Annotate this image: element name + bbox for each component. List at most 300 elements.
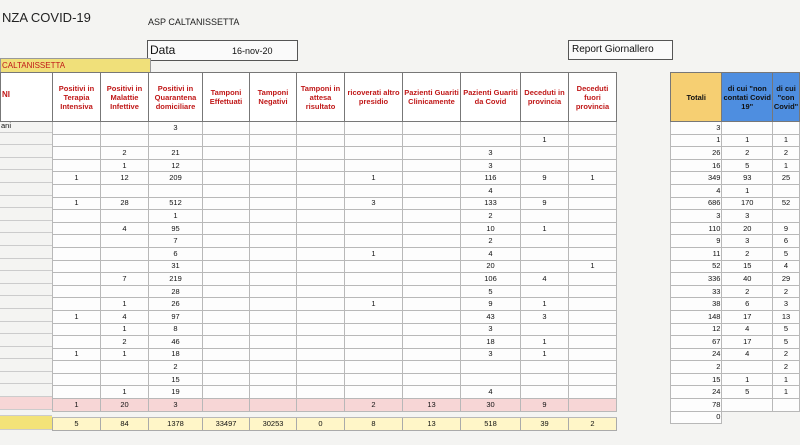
table-cell[interactable]: 10 bbox=[461, 222, 521, 235]
table-cell[interactable] bbox=[521, 147, 569, 160]
table-cell[interactable] bbox=[569, 336, 617, 349]
table-cell[interactable] bbox=[569, 184, 617, 197]
totals-cell[interactable] bbox=[773, 399, 800, 412]
table-cell[interactable]: 1 bbox=[569, 172, 617, 185]
table-cell[interactable]: 28 bbox=[101, 197, 149, 210]
table-cell[interactable] bbox=[403, 386, 461, 399]
table-cell[interactable] bbox=[403, 273, 461, 286]
totals-cell[interactable]: 4 bbox=[773, 260, 800, 273]
table-cell[interactable] bbox=[203, 235, 250, 248]
table-cell[interactable] bbox=[203, 399, 250, 412]
table-cell[interactable]: 20 bbox=[461, 260, 521, 273]
table-cell[interactable] bbox=[101, 285, 149, 298]
table-cell[interactable] bbox=[569, 122, 617, 135]
report-title[interactable]: Report Giornallero bbox=[568, 40, 673, 60]
total-cell[interactable]: 5 bbox=[53, 417, 101, 430]
totals-cell[interactable]: 12 bbox=[671, 323, 722, 336]
table-cell[interactable]: 4 bbox=[101, 310, 149, 323]
table-cell[interactable] bbox=[297, 210, 345, 223]
table-cell[interactable] bbox=[203, 222, 250, 235]
table-cell[interactable] bbox=[250, 134, 297, 147]
table-cell[interactable] bbox=[53, 235, 101, 248]
table-cell[interactable] bbox=[403, 172, 461, 185]
column-header[interactable]: Deceduti fuori provincia bbox=[569, 73, 617, 122]
table-cell[interactable] bbox=[521, 323, 569, 336]
table-cell[interactable] bbox=[345, 134, 403, 147]
table-cell[interactable]: 12 bbox=[149, 159, 203, 172]
table-cell[interactable] bbox=[403, 159, 461, 172]
table-cell[interactable] bbox=[203, 273, 250, 286]
table-cell[interactable] bbox=[53, 285, 101, 298]
table-cell[interactable] bbox=[461, 373, 521, 386]
table-cell[interactable] bbox=[569, 348, 617, 361]
totals-cell[interactable] bbox=[722, 411, 773, 424]
table-cell[interactable] bbox=[345, 222, 403, 235]
column-header[interactable]: Tamponi Effettuati bbox=[203, 73, 250, 122]
table-cell[interactable] bbox=[250, 310, 297, 323]
total-cell[interactable]: 39 bbox=[521, 417, 569, 430]
table-cell[interactable] bbox=[203, 260, 250, 273]
table-cell[interactable]: 1 bbox=[53, 197, 101, 210]
table-cell[interactable] bbox=[250, 260, 297, 273]
table-cell[interactable] bbox=[403, 323, 461, 336]
totals-cell[interactable]: 13 bbox=[773, 310, 800, 323]
table-cell[interactable] bbox=[297, 336, 345, 349]
total-cell[interactable]: 518 bbox=[461, 417, 521, 430]
table-cell[interactable]: 9 bbox=[521, 399, 569, 412]
table-cell[interactable] bbox=[297, 298, 345, 311]
table-cell[interactable] bbox=[297, 285, 345, 298]
table-cell[interactable] bbox=[149, 134, 203, 147]
table-cell[interactable] bbox=[521, 373, 569, 386]
table-cell[interactable] bbox=[569, 399, 617, 412]
table-cell[interactable] bbox=[53, 373, 101, 386]
table-cell[interactable] bbox=[297, 348, 345, 361]
table-cell[interactable] bbox=[297, 172, 345, 185]
comuni-header[interactable] bbox=[0, 72, 54, 122]
totals-cell[interactable] bbox=[773, 411, 800, 424]
table-cell[interactable] bbox=[297, 197, 345, 210]
table-cell[interactable] bbox=[203, 210, 250, 223]
table-cell[interactable]: 1 bbox=[521, 348, 569, 361]
table-cell[interactable]: 18 bbox=[461, 336, 521, 349]
totals-cell[interactable]: 3 bbox=[722, 235, 773, 248]
table-cell[interactable] bbox=[250, 210, 297, 223]
table-cell[interactable] bbox=[250, 222, 297, 235]
table-cell[interactable]: 1 bbox=[521, 298, 569, 311]
totals-cell[interactable]: 4 bbox=[722, 323, 773, 336]
totals-cell[interactable]: 67 bbox=[671, 336, 722, 349]
table-cell[interactable] bbox=[203, 172, 250, 185]
totals-cell[interactable]: 11 bbox=[671, 247, 722, 260]
table-cell[interactable] bbox=[345, 323, 403, 336]
totals-header[interactable]: di cui "non contati Covid 19" bbox=[722, 73, 773, 122]
table-cell[interactable]: 1 bbox=[521, 222, 569, 235]
table-cell[interactable] bbox=[250, 386, 297, 399]
table-cell[interactable] bbox=[250, 172, 297, 185]
totals-cell[interactable]: 686 bbox=[671, 197, 722, 210]
table-cell[interactable] bbox=[53, 122, 101, 135]
table-cell[interactable] bbox=[203, 298, 250, 311]
totals-cell[interactable]: 1 bbox=[722, 184, 773, 197]
table-cell[interactable] bbox=[403, 260, 461, 273]
table-cell[interactable]: 43 bbox=[461, 310, 521, 323]
table-cell[interactable]: 3 bbox=[345, 197, 403, 210]
table-cell[interactable] bbox=[250, 184, 297, 197]
totals-cell[interactable]: 93 bbox=[722, 172, 773, 185]
totals-cell[interactable]: 2 bbox=[722, 147, 773, 160]
table-cell[interactable] bbox=[521, 260, 569, 273]
table-cell[interactable]: 2 bbox=[461, 210, 521, 223]
table-cell[interactable] bbox=[297, 361, 345, 374]
table-cell[interactable] bbox=[297, 399, 345, 412]
table-cell[interactable] bbox=[403, 298, 461, 311]
table-cell[interactable] bbox=[101, 373, 149, 386]
table-cell[interactable] bbox=[53, 147, 101, 160]
table-cell[interactable] bbox=[203, 247, 250, 260]
table-cell[interactable] bbox=[297, 323, 345, 336]
totals-cell[interactable]: 6 bbox=[773, 235, 800, 248]
totals-cell[interactable]: 3 bbox=[773, 298, 800, 311]
totals-cell[interactable]: 78 bbox=[671, 399, 722, 412]
table-cell[interactable] bbox=[101, 184, 149, 197]
table-cell[interactable] bbox=[569, 373, 617, 386]
totals-cell[interactable]: 1 bbox=[773, 373, 800, 386]
table-cell[interactable] bbox=[53, 247, 101, 260]
table-cell[interactable] bbox=[297, 122, 345, 135]
totals-cell[interactable]: 1 bbox=[722, 134, 773, 147]
totals-cell[interactable]: 2 bbox=[671, 361, 722, 374]
table-cell[interactable]: 1 bbox=[521, 336, 569, 349]
totals-cell[interactable]: 5 bbox=[773, 336, 800, 349]
table-cell[interactable] bbox=[569, 235, 617, 248]
table-cell[interactable]: 19 bbox=[149, 386, 203, 399]
table-cell[interactable]: 5 bbox=[461, 285, 521, 298]
totals-cell[interactable]: 2 bbox=[722, 285, 773, 298]
table-cell[interactable] bbox=[297, 273, 345, 286]
table-cell[interactable]: 1 bbox=[53, 348, 101, 361]
table-cell[interactable] bbox=[569, 361, 617, 374]
totals-cell[interactable]: 52 bbox=[773, 197, 800, 210]
table-cell[interactable]: 3 bbox=[461, 323, 521, 336]
table-cell[interactable]: 95 bbox=[149, 222, 203, 235]
table-cell[interactable]: 1 bbox=[101, 386, 149, 399]
total-cell[interactable]: 8 bbox=[345, 417, 403, 430]
totals-cell[interactable]: 20 bbox=[722, 222, 773, 235]
table-cell[interactable] bbox=[53, 159, 101, 172]
table-cell[interactable] bbox=[403, 235, 461, 248]
totals-cell[interactable]: 52 bbox=[671, 260, 722, 273]
table-cell[interactable] bbox=[569, 285, 617, 298]
table-cell[interactable] bbox=[569, 273, 617, 286]
totals-cell[interactable]: 5 bbox=[722, 159, 773, 172]
table-cell[interactable] bbox=[250, 247, 297, 260]
totals-cell[interactable]: 17 bbox=[722, 336, 773, 349]
table-cell[interactable]: 1 bbox=[101, 348, 149, 361]
table-cell[interactable] bbox=[461, 122, 521, 135]
table-cell[interactable] bbox=[403, 310, 461, 323]
table-cell[interactable] bbox=[345, 235, 403, 248]
table-cell[interactable] bbox=[53, 386, 101, 399]
table-cell[interactable] bbox=[203, 348, 250, 361]
totals-cell[interactable]: 9 bbox=[773, 222, 800, 235]
totals-cell[interactable]: 1 bbox=[671, 134, 722, 147]
table-cell[interactable] bbox=[297, 373, 345, 386]
totals-cell[interactable]: 15 bbox=[671, 373, 722, 386]
table-cell[interactable] bbox=[53, 273, 101, 286]
table-cell[interactable] bbox=[521, 159, 569, 172]
table-cell[interactable]: 3 bbox=[149, 399, 203, 412]
totals-cell[interactable]: 9 bbox=[671, 235, 722, 248]
table-cell[interactable] bbox=[203, 386, 250, 399]
table-cell[interactable] bbox=[53, 210, 101, 223]
date-box[interactable] bbox=[147, 40, 298, 61]
table-cell[interactable]: 1 bbox=[345, 247, 403, 260]
table-cell[interactable] bbox=[250, 273, 297, 286]
table-cell[interactable] bbox=[297, 159, 345, 172]
totals-cell[interactable]: 1 bbox=[773, 386, 800, 399]
table-cell[interactable] bbox=[345, 184, 403, 197]
table-cell[interactable] bbox=[403, 361, 461, 374]
table-cell[interactable]: 3 bbox=[461, 159, 521, 172]
totals-header[interactable]: di cui "con Covid" bbox=[773, 73, 800, 122]
table-cell[interactable] bbox=[569, 298, 617, 311]
table-cell[interactable] bbox=[403, 373, 461, 386]
totals-cell[interactable]: 2 bbox=[773, 285, 800, 298]
table-cell[interactable] bbox=[403, 197, 461, 210]
table-cell[interactable] bbox=[297, 147, 345, 160]
table-cell[interactable]: 1 bbox=[345, 172, 403, 185]
table-cell[interactable]: 20 bbox=[101, 399, 149, 412]
totals-cell[interactable]: 15 bbox=[722, 260, 773, 273]
totals-cell[interactable]: 5 bbox=[773, 323, 800, 336]
total-cell[interactable]: 0 bbox=[297, 417, 345, 430]
table-cell[interactable] bbox=[250, 122, 297, 135]
column-header[interactable]: Tamponi in attesa risultato bbox=[297, 73, 345, 122]
table-cell[interactable] bbox=[403, 184, 461, 197]
totals-cell[interactable]: 170 bbox=[722, 197, 773, 210]
table-cell[interactable] bbox=[569, 323, 617, 336]
table-cell[interactable] bbox=[203, 184, 250, 197]
table-cell[interactable]: 2 bbox=[149, 361, 203, 374]
table-cell[interactable] bbox=[297, 386, 345, 399]
table-cell[interactable]: 1 bbox=[101, 323, 149, 336]
table-cell[interactable]: 2 bbox=[345, 399, 403, 412]
total-cell[interactable]: 30253 bbox=[250, 417, 297, 430]
table-cell[interactable] bbox=[297, 222, 345, 235]
table-cell[interactable] bbox=[297, 235, 345, 248]
totals-cell[interactable]: 5 bbox=[773, 247, 800, 260]
column-header[interactable]: Deceduti in provincia bbox=[521, 73, 569, 122]
table-cell[interactable] bbox=[569, 134, 617, 147]
totals-cell[interactable]: 2 bbox=[773, 348, 800, 361]
table-cell[interactable]: 7 bbox=[101, 273, 149, 286]
table-cell[interactable]: 1 bbox=[101, 298, 149, 311]
table-cell[interactable] bbox=[403, 147, 461, 160]
table-cell[interactable] bbox=[53, 298, 101, 311]
table-cell[interactable] bbox=[250, 373, 297, 386]
table-cell[interactable]: 3 bbox=[461, 348, 521, 361]
table-cell[interactable] bbox=[403, 247, 461, 260]
table-cell[interactable] bbox=[250, 348, 297, 361]
table-cell[interactable] bbox=[521, 386, 569, 399]
table-cell[interactable]: 106 bbox=[461, 273, 521, 286]
table-cell[interactable]: 1 bbox=[53, 399, 101, 412]
table-cell[interactable] bbox=[53, 260, 101, 273]
table-cell[interactable]: 26 bbox=[149, 298, 203, 311]
table-cell[interactable] bbox=[521, 210, 569, 223]
table-cell[interactable]: 8 bbox=[149, 323, 203, 336]
table-cell[interactable]: 4 bbox=[101, 222, 149, 235]
table-cell[interactable] bbox=[250, 147, 297, 160]
totals-cell[interactable] bbox=[722, 399, 773, 412]
table-cell[interactable]: 4 bbox=[521, 273, 569, 286]
table-cell[interactable]: 1 bbox=[569, 260, 617, 273]
total-cell[interactable]: 84 bbox=[101, 417, 149, 430]
table-cell[interactable]: 209 bbox=[149, 172, 203, 185]
table-cell[interactable]: 3 bbox=[521, 310, 569, 323]
totals-cell[interactable] bbox=[722, 361, 773, 374]
table-cell[interactable] bbox=[203, 122, 250, 135]
table-cell[interactable] bbox=[101, 122, 149, 135]
totals-cell[interactable]: 38 bbox=[671, 298, 722, 311]
table-cell[interactable] bbox=[203, 336, 250, 349]
totals-cell[interactable]: 2 bbox=[773, 147, 800, 160]
table-cell[interactable]: 1 bbox=[53, 172, 101, 185]
table-cell[interactable] bbox=[521, 235, 569, 248]
table-cell[interactable]: 219 bbox=[149, 273, 203, 286]
table-cell[interactable] bbox=[250, 323, 297, 336]
table-cell[interactable] bbox=[203, 323, 250, 336]
table-cell[interactable] bbox=[53, 361, 101, 374]
totals-cell[interactable]: 2 bbox=[773, 361, 800, 374]
table-cell[interactable] bbox=[403, 122, 461, 135]
table-cell[interactable] bbox=[403, 222, 461, 235]
totals-cell[interactable]: 6 bbox=[722, 298, 773, 311]
column-header[interactable]: Tamponi Negativi bbox=[250, 73, 297, 122]
table-cell[interactable] bbox=[250, 399, 297, 412]
table-cell[interactable] bbox=[569, 159, 617, 172]
table-cell[interactable] bbox=[203, 285, 250, 298]
totals-cell[interactable]: 29 bbox=[773, 273, 800, 286]
totals-cell[interactable]: 2 bbox=[722, 247, 773, 260]
table-cell[interactable] bbox=[569, 147, 617, 160]
totals-cell[interactable]: 3 bbox=[671, 122, 722, 135]
table-cell[interactable] bbox=[250, 361, 297, 374]
table-cell[interactable] bbox=[403, 285, 461, 298]
table-cell[interactable] bbox=[203, 197, 250, 210]
table-cell[interactable] bbox=[403, 336, 461, 349]
table-cell[interactable] bbox=[569, 310, 617, 323]
totals-cell[interactable]: 148 bbox=[671, 310, 722, 323]
table-cell[interactable] bbox=[149, 184, 203, 197]
table-cell[interactable] bbox=[345, 273, 403, 286]
totals-header[interactable]: Totali bbox=[671, 73, 722, 122]
table-cell[interactable]: 512 bbox=[149, 197, 203, 210]
totals-cell[interactable]: 349 bbox=[671, 172, 722, 185]
totals-cell[interactable]: 1 bbox=[773, 159, 800, 172]
totals-cell[interactable]: 3 bbox=[722, 210, 773, 223]
table-cell[interactable] bbox=[345, 361, 403, 374]
table-cell[interactable] bbox=[345, 348, 403, 361]
table-cell[interactable] bbox=[203, 310, 250, 323]
table-cell[interactable]: 1 bbox=[521, 134, 569, 147]
table-cell[interactable]: 133 bbox=[461, 197, 521, 210]
table-cell[interactable] bbox=[250, 336, 297, 349]
table-cell[interactable] bbox=[203, 134, 250, 147]
table-cell[interactable] bbox=[569, 386, 617, 399]
table-cell[interactable]: 15 bbox=[149, 373, 203, 386]
column-header[interactable]: ricoverati altro presidio bbox=[345, 73, 403, 122]
table-cell[interactable] bbox=[569, 197, 617, 210]
table-cell[interactable]: 1 bbox=[345, 298, 403, 311]
totals-cell[interactable]: 17 bbox=[722, 310, 773, 323]
table-cell[interactable]: 18 bbox=[149, 348, 203, 361]
table-cell[interactable]: 3 bbox=[149, 122, 203, 135]
table-cell[interactable]: 97 bbox=[149, 310, 203, 323]
table-cell[interactable] bbox=[297, 184, 345, 197]
table-cell[interactable]: 2 bbox=[461, 235, 521, 248]
table-cell[interactable] bbox=[297, 247, 345, 260]
table-cell[interactable]: 21 bbox=[149, 147, 203, 160]
column-header[interactable]: Positivi in Malattie Infettive bbox=[101, 73, 149, 122]
table-cell[interactable] bbox=[101, 260, 149, 273]
table-cell[interactable] bbox=[461, 134, 521, 147]
table-cell[interactable] bbox=[461, 361, 521, 374]
table-cell[interactable]: 4 bbox=[461, 184, 521, 197]
table-cell[interactable]: 46 bbox=[149, 336, 203, 349]
total-cell[interactable]: 1378 bbox=[149, 417, 203, 430]
table-cell[interactable] bbox=[53, 184, 101, 197]
totals-cell[interactable]: 1 bbox=[773, 134, 800, 147]
totals-cell[interactable]: 336 bbox=[671, 273, 722, 286]
table-cell[interactable] bbox=[569, 247, 617, 260]
totals-cell[interactable]: 24 bbox=[671, 386, 722, 399]
table-cell[interactable] bbox=[203, 159, 250, 172]
table-cell[interactable] bbox=[521, 285, 569, 298]
table-cell[interactable] bbox=[53, 222, 101, 235]
column-header[interactable]: Pazienti Guariti Clinicamente bbox=[403, 73, 461, 122]
table-cell[interactable] bbox=[345, 122, 403, 135]
table-cell[interactable] bbox=[203, 147, 250, 160]
table-cell[interactable] bbox=[101, 210, 149, 223]
column-header[interactable]: Positivi in Terapia Intensiva bbox=[53, 73, 101, 122]
table-cell[interactable] bbox=[345, 386, 403, 399]
table-cell[interactable] bbox=[569, 222, 617, 235]
table-cell[interactable]: 9 bbox=[461, 298, 521, 311]
total-cell[interactable]: 33497 bbox=[203, 417, 250, 430]
table-cell[interactable]: 31 bbox=[149, 260, 203, 273]
table-cell[interactable] bbox=[203, 361, 250, 374]
table-cell[interactable] bbox=[345, 285, 403, 298]
table-cell[interactable] bbox=[521, 184, 569, 197]
table-cell[interactable]: 4 bbox=[461, 247, 521, 260]
table-cell[interactable]: 2 bbox=[101, 147, 149, 160]
totals-cell[interactable]: 0 bbox=[671, 411, 722, 424]
table-cell[interactable] bbox=[250, 298, 297, 311]
table-cell[interactable]: 9 bbox=[521, 172, 569, 185]
totals-cell[interactable] bbox=[773, 184, 800, 197]
table-cell[interactable] bbox=[345, 373, 403, 386]
table-cell[interactable] bbox=[203, 373, 250, 386]
table-cell[interactable] bbox=[250, 285, 297, 298]
totals-cell[interactable] bbox=[773, 210, 800, 223]
totals-cell[interactable]: 25 bbox=[773, 172, 800, 185]
table-cell[interactable] bbox=[297, 260, 345, 273]
totals-cell[interactable]: 33 bbox=[671, 285, 722, 298]
table-cell[interactable] bbox=[521, 247, 569, 260]
table-cell[interactable]: 1 bbox=[53, 310, 101, 323]
